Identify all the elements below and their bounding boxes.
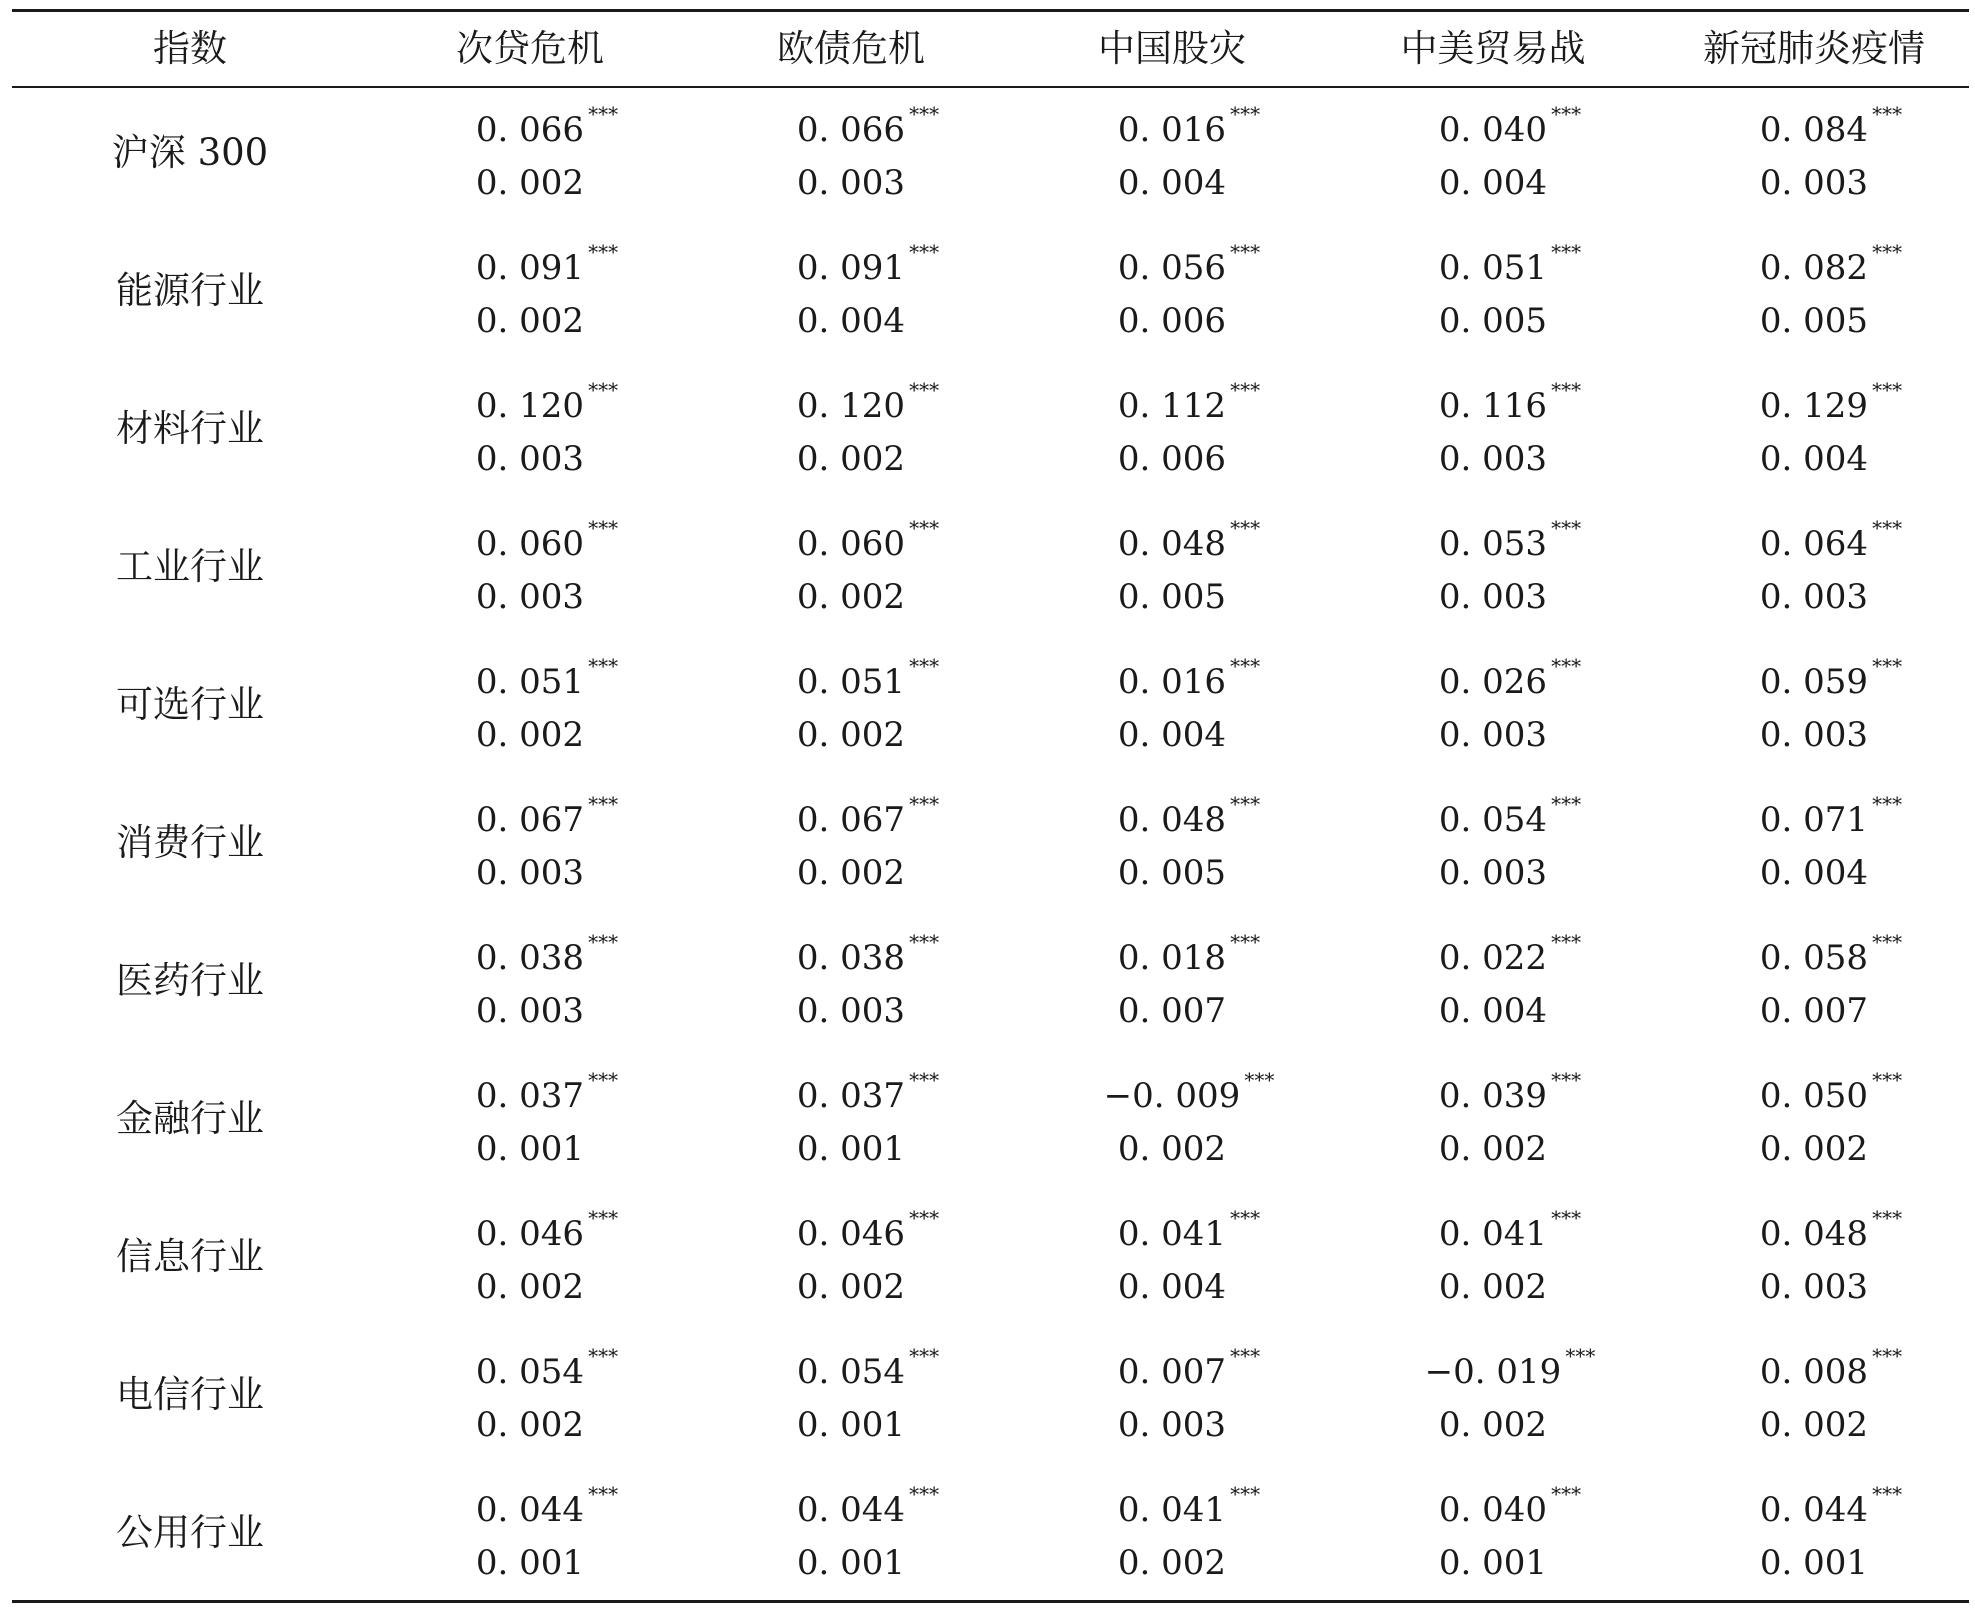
standard-error: 0. 003	[1117, 1405, 1227, 1445]
coefficient	[475, 1206, 619, 1254]
coefficient-value: 0. 120	[796, 386, 906, 426]
coefficient	[1103, 1068, 1275, 1116]
coefficient-value: 0. 037	[475, 1076, 585, 1116]
coefficient	[475, 102, 619, 150]
table-row	[0, 364, 1975, 502]
coefficient	[475, 792, 619, 840]
significance-stars: ***	[1872, 1344, 1903, 1368]
table-row	[0, 1468, 1975, 1606]
significance-stars: ***	[1872, 1068, 1903, 1092]
significance-stars: ***	[588, 378, 619, 402]
significance-stars: ***	[909, 240, 940, 264]
coefficient-value: 0. 041	[1117, 1490, 1227, 1530]
coefficient	[1117, 792, 1261, 840]
coefficient-value: 0. 046	[796, 1214, 906, 1254]
significance-stars: ***	[1551, 240, 1582, 264]
table-row	[0, 502, 1975, 640]
standard-error: 0. 003	[1759, 577, 1869, 617]
significance-stars: ***	[909, 1068, 940, 1092]
coefficient-value: 0. 054	[475, 1352, 585, 1392]
coefficient-value: 0. 060	[475, 524, 585, 564]
row-label: 金融行业	[116, 1097, 264, 1140]
standard-error: 0. 002	[1438, 1267, 1548, 1307]
significance-stars: ***	[1551, 1068, 1582, 1092]
coefficient	[1759, 654, 1903, 702]
standard-error: 0. 004	[1759, 853, 1869, 893]
coefficient	[796, 930, 940, 978]
coefficient	[1759, 1344, 1903, 1392]
significance-stars: ***	[1872, 240, 1903, 264]
significance-stars: ***	[1230, 102, 1261, 126]
coefficient	[1759, 102, 1903, 150]
coefficient	[1759, 930, 1903, 978]
standard-error: 0. 003	[796, 163, 906, 203]
coefficient	[796, 1068, 940, 1116]
standard-error: 0. 006	[1117, 301, 1227, 341]
table-bottom-rule	[12, 1600, 1969, 1603]
coefficient	[475, 1068, 619, 1116]
standard-error: 0. 003	[1759, 163, 1869, 203]
coefficient-value: 0. 044	[796, 1490, 906, 1530]
standard-error: 0. 002	[796, 715, 906, 755]
coefficient-value: 0. 071	[1759, 800, 1869, 840]
standard-error: 0. 005	[1759, 301, 1869, 341]
significance-stars: ***	[909, 516, 940, 540]
coefficient	[796, 516, 940, 564]
coefficient-value: 0. 038	[475, 938, 585, 978]
coefficient-value: 0. 041	[1438, 1214, 1548, 1254]
standard-error: 0. 002	[796, 577, 906, 617]
standard-error: 0. 007	[1759, 991, 1869, 1031]
coefficient-value: 0. 008	[1759, 1352, 1869, 1392]
standard-error: 0. 002	[1117, 1543, 1227, 1583]
coefficient-value: 0. 091	[796, 248, 906, 288]
coefficient	[475, 1344, 619, 1392]
coefficient	[1117, 378, 1261, 426]
standard-error: 0. 005	[1438, 301, 1548, 341]
standard-error: 0. 004	[796, 301, 906, 341]
standard-error: 0. 004	[1438, 991, 1548, 1031]
coefficient-value: 0. 040	[1438, 1490, 1548, 1530]
coefficient	[1117, 102, 1261, 150]
column-header: 中美贸易战	[1400, 27, 1586, 70]
significance-stars: ***	[1551, 654, 1582, 678]
coefficient	[796, 1206, 940, 1254]
significance-stars: ***	[588, 1344, 619, 1368]
standard-error: 0. 002	[1759, 1405, 1869, 1445]
table-row	[0, 778, 1975, 916]
coefficient-value: 0. 050	[1759, 1076, 1869, 1116]
coefficient	[796, 792, 940, 840]
significance-stars: ***	[909, 378, 940, 402]
significance-stars: ***	[588, 792, 619, 816]
significance-stars: ***	[1872, 102, 1903, 126]
coefficient-value: 0. 046	[475, 1214, 585, 1254]
coefficient	[1759, 792, 1903, 840]
significance-stars: ***	[909, 654, 940, 678]
row-label: 消费行业	[116, 821, 264, 864]
significance-stars: ***	[909, 102, 940, 126]
coefficient	[1438, 1206, 1582, 1254]
standard-error: 0. 002	[475, 301, 585, 341]
row-label: 电信行业	[116, 1373, 264, 1416]
standard-error: 0. 003	[1438, 715, 1548, 755]
significance-stars: ***	[588, 240, 619, 264]
coefficient	[1759, 378, 1903, 426]
standard-error: 0. 001	[796, 1543, 906, 1583]
coefficient	[796, 654, 940, 702]
significance-stars: ***	[1230, 1344, 1261, 1368]
coefficient	[1438, 240, 1582, 288]
standard-error: 0. 001	[796, 1405, 906, 1445]
significance-stars: ***	[1230, 378, 1261, 402]
standard-error: 0. 002	[1438, 1405, 1548, 1445]
coefficient	[796, 1482, 940, 1530]
standard-error: 0. 003	[1759, 1267, 1869, 1307]
coefficient-value: 0. 054	[1438, 800, 1548, 840]
coefficient	[1438, 1482, 1582, 1530]
standard-error: 0. 004	[1117, 715, 1227, 755]
significance-stars: ***	[1565, 1344, 1596, 1368]
standard-error: 0. 001	[1438, 1543, 1548, 1583]
coefficient-value: −0. 009	[1103, 1076, 1241, 1116]
coefficient	[475, 240, 619, 288]
coefficient	[796, 240, 940, 288]
significance-stars: ***	[909, 930, 940, 954]
coefficient	[1117, 930, 1261, 978]
standard-error: 0. 001	[475, 1129, 585, 1169]
significance-stars: ***	[1551, 792, 1582, 816]
coefficient	[475, 378, 619, 426]
standard-error: 0. 003	[475, 853, 585, 893]
standard-error: 0. 004	[1438, 163, 1548, 203]
table-row	[0, 1330, 1975, 1468]
coefficient	[1759, 1206, 1903, 1254]
significance-stars: ***	[1244, 1068, 1275, 1092]
coefficient-value: 0. 066	[796, 110, 906, 150]
coefficient-value: 0. 120	[475, 386, 585, 426]
significance-stars: ***	[1230, 240, 1261, 264]
significance-stars: ***	[1551, 1482, 1582, 1506]
column-header: 欧债危机	[777, 27, 925, 70]
coefficient-value: 0. 084	[1759, 110, 1869, 150]
table-row	[0, 88, 1975, 226]
coefficient	[475, 654, 619, 702]
standard-error: 0. 001	[475, 1543, 585, 1583]
column-header: 新冠肺炎疫情	[1703, 27, 1925, 70]
significance-stars: ***	[588, 930, 619, 954]
table-row	[0, 1192, 1975, 1330]
significance-stars: ***	[588, 102, 619, 126]
row-label: 可选行业	[116, 683, 264, 726]
row-label: 医药行业	[116, 959, 264, 1002]
standard-error: 0. 007	[1117, 991, 1227, 1031]
significance-stars: ***	[1551, 102, 1582, 126]
coefficient	[1438, 1068, 1582, 1116]
coefficient-value: 0. 067	[796, 800, 906, 840]
coefficient	[1438, 792, 1582, 840]
significance-stars: ***	[1872, 792, 1903, 816]
coefficient-value: 0. 056	[1117, 248, 1227, 288]
standard-error: 0. 002	[796, 439, 906, 479]
coefficient	[1117, 654, 1261, 702]
coefficient-value: 0. 058	[1759, 938, 1869, 978]
significance-stars: ***	[588, 654, 619, 678]
significance-stars: ***	[1872, 930, 1903, 954]
row-label: 沪深 300	[111, 131, 269, 174]
standard-error: 0. 004	[1117, 1267, 1227, 1307]
significance-stars: ***	[909, 1206, 940, 1230]
significance-stars: ***	[1872, 516, 1903, 540]
coefficient-value: 0. 060	[796, 524, 906, 564]
standard-error: 0. 002	[475, 163, 585, 203]
coefficient-value: 0. 048	[1117, 524, 1227, 564]
standard-error: 0. 003	[1759, 715, 1869, 755]
coefficient	[796, 102, 940, 150]
coefficient	[796, 378, 940, 426]
significance-stars: ***	[588, 1482, 619, 1506]
coefficient	[1438, 654, 1582, 702]
coefficient	[1438, 516, 1582, 564]
standard-error: 0. 004	[1117, 163, 1227, 203]
coefficient-value: 0. 051	[475, 662, 585, 702]
coefficient-value: 0. 112	[1117, 386, 1227, 426]
standard-error: 0. 003	[1438, 577, 1548, 617]
coefficient-value: 0. 040	[1438, 110, 1548, 150]
standard-error: 0. 001	[1759, 1543, 1869, 1583]
standard-error: 0. 002	[475, 715, 585, 755]
coefficient-value: 0. 016	[1117, 110, 1227, 150]
coefficient	[1438, 102, 1582, 150]
standard-error: 0. 004	[1759, 439, 1869, 479]
coefficient	[1438, 378, 1582, 426]
coefficient-value: 0. 053	[1438, 524, 1548, 564]
significance-stars: ***	[1872, 1482, 1903, 1506]
standard-error: 0. 002	[1117, 1129, 1227, 1169]
standard-error: 0. 002	[475, 1267, 585, 1307]
standard-error: 0. 002	[796, 1267, 906, 1307]
significance-stars: ***	[1872, 654, 1903, 678]
significance-stars: ***	[1872, 378, 1903, 402]
coefficient	[1117, 1206, 1261, 1254]
significance-stars: ***	[1872, 1206, 1903, 1230]
row-label: 材料行业	[116, 407, 264, 450]
standard-error: 0. 005	[1117, 853, 1227, 893]
significance-stars: ***	[588, 516, 619, 540]
standard-error: 0. 005	[1117, 577, 1227, 617]
significance-stars: ***	[1551, 516, 1582, 540]
significance-stars: ***	[588, 1206, 619, 1230]
standard-error: 0. 001	[796, 1129, 906, 1169]
table-row	[0, 640, 1975, 778]
coefficient-value: 0. 041	[1117, 1214, 1227, 1254]
row-label: 能源行业	[116, 269, 264, 312]
coefficient-value: −0. 019	[1424, 1352, 1562, 1392]
coefficient-value: 0. 054	[796, 1352, 906, 1392]
coefficient-value: 0. 051	[1438, 248, 1548, 288]
column-header: 中国股灾	[1098, 27, 1246, 70]
coefficient	[1424, 1344, 1596, 1392]
table-row	[0, 1054, 1975, 1192]
coefficient-value: 0. 129	[1759, 386, 1869, 426]
row-label: 工业行业	[116, 545, 264, 588]
coefficient	[1759, 1482, 1903, 1530]
coefficient	[796, 1344, 940, 1392]
coefficient-value: 0. 022	[1438, 938, 1548, 978]
coefficient-value: 0. 067	[475, 800, 585, 840]
coefficient-value: 0. 039	[1438, 1076, 1548, 1116]
significance-stars: ***	[1230, 516, 1261, 540]
coefficient	[1759, 516, 1903, 564]
coefficient-value: 0. 082	[1759, 248, 1869, 288]
standard-error: 0. 003	[475, 577, 585, 617]
standard-error: 0. 003	[475, 439, 585, 479]
significance-stars: ***	[1551, 1206, 1582, 1230]
coefficient-value: 0. 026	[1438, 662, 1548, 702]
coefficient	[1438, 930, 1582, 978]
significance-stars: ***	[909, 1482, 940, 1506]
standard-error: 0. 002	[1759, 1129, 1869, 1169]
coefficient	[475, 516, 619, 564]
coefficient-value: 0. 116	[1438, 386, 1548, 426]
significance-stars: ***	[1230, 930, 1261, 954]
coefficient	[1759, 1068, 1903, 1116]
column-header: 指数	[153, 27, 227, 70]
coefficient-value: 0. 064	[1759, 524, 1869, 564]
coefficient-value: 0. 044	[475, 1490, 585, 1530]
column-header: 次贷危机	[456, 27, 604, 70]
standard-error: 0. 002	[796, 853, 906, 893]
row-label: 公用行业	[116, 1511, 264, 1554]
coefficient-value: 0. 016	[1117, 662, 1227, 702]
standard-error: 0. 003	[1438, 439, 1548, 479]
standard-error: 0. 002	[475, 1405, 585, 1445]
coefficient-value: 0. 091	[475, 248, 585, 288]
standard-error: 0. 003	[1438, 853, 1548, 893]
coefficient-value: 0. 048	[1117, 800, 1227, 840]
coefficient	[1117, 1482, 1261, 1530]
coefficient-value: 0. 018	[1117, 938, 1227, 978]
coefficient-value: 0. 038	[796, 938, 906, 978]
standard-error: 0. 003	[475, 991, 585, 1031]
coefficient-value: 0. 007	[1117, 1352, 1227, 1392]
significance-stars: ***	[909, 1344, 940, 1368]
coefficient	[1117, 240, 1261, 288]
significance-stars: ***	[1551, 378, 1582, 402]
significance-stars: ***	[909, 792, 940, 816]
coefficient-value: 0. 037	[796, 1076, 906, 1116]
standard-error: 0. 006	[1117, 439, 1227, 479]
coefficient	[475, 930, 619, 978]
coefficient-value: 0. 059	[1759, 662, 1869, 702]
coefficient-value: 0. 066	[475, 110, 585, 150]
row-label: 信息行业	[116, 1235, 264, 1278]
coefficient-value: 0. 044	[1759, 1490, 1869, 1530]
significance-stars: ***	[1230, 792, 1261, 816]
coefficient	[1117, 516, 1261, 564]
standard-error: 0. 003	[796, 991, 906, 1031]
coefficient-value: 0. 051	[796, 662, 906, 702]
standard-error: 0. 002	[1438, 1129, 1548, 1169]
significance-stars: ***	[588, 1068, 619, 1092]
significance-stars: ***	[1551, 930, 1582, 954]
table-row	[0, 916, 1975, 1054]
table-row	[0, 226, 1975, 364]
table-header-row	[0, 12, 1975, 86]
significance-stars: ***	[1230, 654, 1261, 678]
coefficient	[1759, 240, 1903, 288]
significance-stars: ***	[1230, 1482, 1261, 1506]
coefficient	[475, 1482, 619, 1530]
coefficient-value: 0. 048	[1759, 1214, 1869, 1254]
coefficient	[1117, 1344, 1261, 1392]
significance-stars: ***	[1230, 1206, 1261, 1230]
